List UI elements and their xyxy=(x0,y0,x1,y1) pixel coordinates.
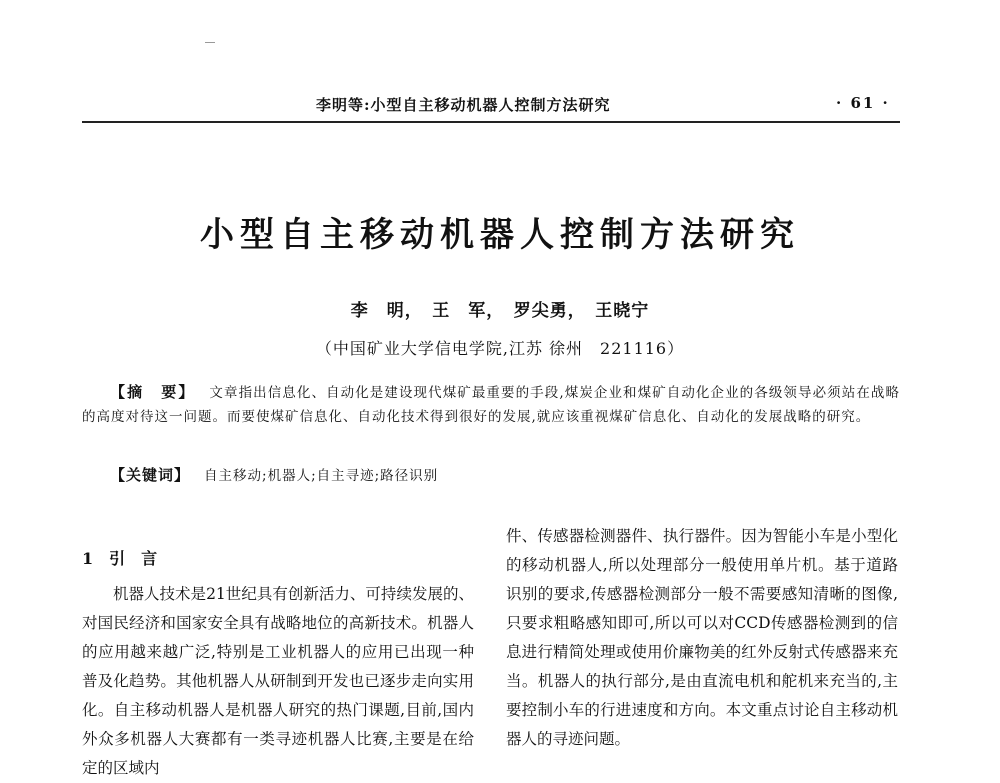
affiliation: （中国矿业大学信电学院,江苏 徐州 221116） xyxy=(315,339,685,358)
paper-title: 小型自主移动机器人控制方法研究 xyxy=(200,215,800,255)
author-list: 李 明， 王 军， 罗尖勇， 王晓宁 xyxy=(350,301,650,321)
abstract xyxy=(82,380,900,429)
abstract-label: 【摘 要】 xyxy=(110,383,196,401)
keywords-label: 【关键词】 xyxy=(110,466,191,484)
keywords-text: 自主移动;机器人;自主寻迹;路径识别 xyxy=(204,468,439,484)
section-heading: 1 引 言 xyxy=(82,549,158,568)
right-column-paragraph: 件、传感器检测器件、执行器件。因为智能小车是小型化的移动机器人,所以处理部分一般使用单片机。基于道路识别的要求,传感器检测部分一般不需要感知清晰的图像,只要求粗略感知即可,所以可以对CCD传感器检测到的信息进行精简处理或使用价廉物美的红外反射式传感器来充当。机器人的执行部分,是由直流电机和舵机来充当的,主要控制小车的行进速度和方向。本文重点讨论自主移动机器人的寻迹问题。 xyxy=(506,527,898,748)
scan-mark xyxy=(205,42,215,43)
keywords xyxy=(110,464,438,485)
left-column-paragraph: 机器人技术是21世纪具有创新活力、可持续发展的、对国民经济和国家安全具有战略地位的高新技术。机器人的应用越来越广泛,特别是工业机器人的应用已出现一种普及化趋势。其他机器人从研制到开发也已逐步走向实用化。自主移动机器人是机器人研究的热门课题,目前,国内外众多机器人大赛都有一类寻迹机器人比赛,主要是在给定的区域内 xyxy=(82,585,474,777)
header-rule xyxy=(82,121,900,123)
running-header-title: 李明等:小型自主移动机器人控制方法研究 xyxy=(316,96,611,114)
page-number: · 61 · xyxy=(836,94,890,112)
abstract-text: 文章指出信息化、自动化是建设现代煤矿最重要的手段,煤炭企业和煤矿自动化企业的各级领导必须站在战略的高度对待这一问题。而要使煤矿信息化、自动化技术得到很好的发展,就应该重视煤矿信息化、自动化的发展战略的研究。 xyxy=(82,385,900,425)
